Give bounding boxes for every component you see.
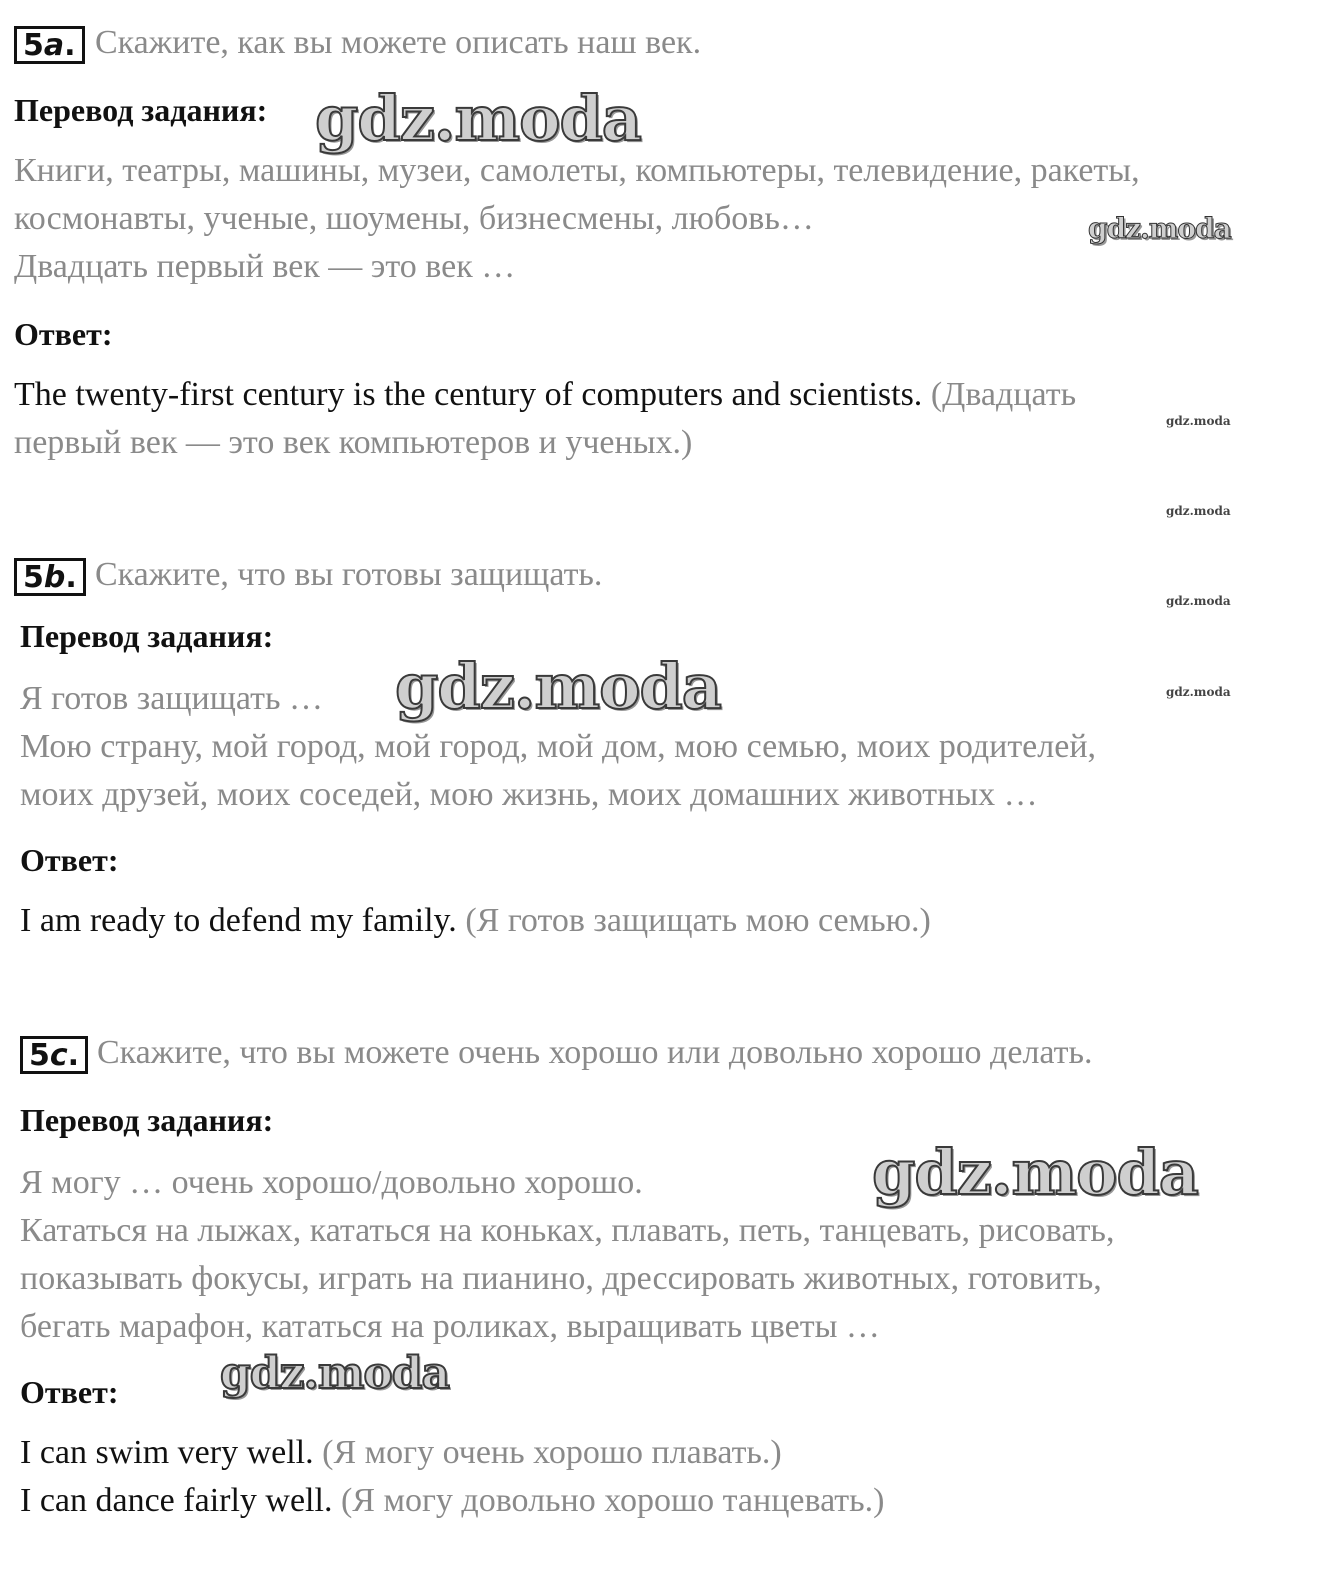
watermark-logo-small: gdz.moda	[1166, 685, 1231, 699]
answer-russian: (Я готов защищать мою семью.)	[465, 902, 931, 939]
translation-line-5a-1: Книги, театры, машины, музеи, самолеты, компьютеры, телевидение, ракеты,	[14, 152, 1140, 189]
answer-russian: (Я могу довольно хорошо танцевать.)	[340, 1482, 885, 1519]
task-text-5a: Скажите, как вы можете описать наш век.	[95, 24, 702, 61]
answer-english: I am ready to defend my family.	[20, 902, 457, 939]
watermark-logo: gdz.moda	[315, 82, 641, 155]
translation-line-5c-1: Я могу … очень хорошо/довольно хорошо.	[20, 1164, 643, 1201]
exercise-badge-5b: 5 b .	[14, 558, 86, 596]
translation-line-5c-4: бегать марафон, кататься на роликах, выращивать цветы …	[20, 1308, 880, 1345]
exercise-badge-5c: 5 c .	[20, 1036, 88, 1074]
answer-english: I can dance fairly well.	[20, 1482, 333, 1519]
translation-heading-5c: Перевод задания:	[20, 1102, 274, 1138]
watermark-logo-small: gdz.moda	[1166, 414, 1231, 428]
answer-russian: (Двадцать	[930, 376, 1077, 413]
translation-line-5c-3: показывать фокусы, играть на пианино, дрессировать животных, готовить,	[20, 1260, 1102, 1297]
answer-line-5c-1	[20, 1434, 782, 1472]
translation-line-5b-1: Я готов защищать …	[20, 680, 323, 717]
watermark-logo: gdz.moda	[395, 650, 721, 723]
answer-english: I can swim very well.	[20, 1434, 314, 1471]
translation-line-5b-2: Мою страну, мой город, мой город, мой дом, мою семью, моих родителей,	[20, 728, 1097, 765]
translation-line-5a-3: Двадцать первый век — это век …	[14, 248, 516, 285]
translation-line-5c-2: Кататься на лыжах, кататься на коньках, плавать, петь, танцевать, рисовать,	[20, 1212, 1115, 1249]
answer-line-5a-2	[14, 424, 692, 462]
translation-heading-5b: Перевод задания:	[20, 618, 274, 654]
translation-line-5a-2: космонавты, ученые, шоумены, бизнесмены, любовь…	[14, 200, 814, 237]
answer-line-5c-2	[20, 1482, 885, 1520]
watermark-logo-small: gdz.moda	[1166, 504, 1231, 518]
answer-heading-5b: Ответ:	[20, 842, 119, 878]
watermark-logo: gdz.moda	[1088, 212, 1231, 245]
answer-heading-5c: Ответ:	[20, 1374, 119, 1410]
task-text-5c: Скажите, что вы можете очень хорошо или довольно хорошо делать.	[97, 1034, 1093, 1071]
answer-line-5b-1	[20, 902, 931, 940]
answer-russian: (Я могу очень хорошо плавать.)	[322, 1434, 782, 1471]
exercise-badge-5a: 5 a .	[14, 26, 85, 64]
translation-line-5b-3: моих друзей, моих соседей, мою жизнь, моих домашних животных …	[20, 776, 1038, 813]
answer-english: The twenty-first century is the century of computers and scientists.	[14, 376, 923, 413]
task-text-5b: Скажите, что вы готовы защищать.	[95, 556, 603, 593]
watermark-logo: gdz.moda	[872, 1136, 1198, 1209]
watermark-logo: gdz.moda	[220, 1348, 450, 1399]
answer-russian: первый век — это век компьютеров и ученых.)	[14, 424, 693, 461]
watermark-logo-small: gdz.moda	[1166, 594, 1231, 608]
translation-heading-5a: Перевод задания:	[14, 92, 268, 128]
answer-line-5a-1	[14, 376, 1076, 414]
answer-heading-5a: Ответ:	[14, 316, 113, 352]
